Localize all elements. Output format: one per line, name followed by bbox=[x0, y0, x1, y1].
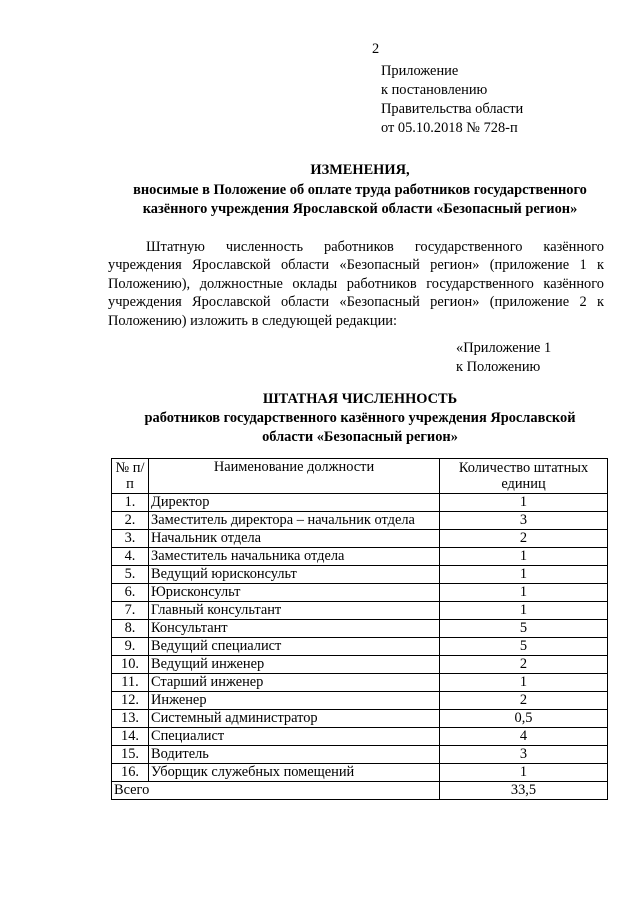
row-quantity: 5 bbox=[440, 638, 608, 656]
table-row bbox=[112, 674, 608, 692]
table-row bbox=[112, 566, 608, 584]
row-number: 9. bbox=[112, 638, 149, 656]
row-number: 5. bbox=[112, 566, 149, 584]
row-quantity: 3 bbox=[440, 512, 608, 530]
table-row bbox=[112, 746, 608, 764]
row-quantity: 0,5 bbox=[440, 710, 608, 728]
row-number: 11. bbox=[112, 674, 149, 692]
table-row bbox=[112, 494, 608, 512]
row-position: Директор bbox=[149, 494, 440, 512]
row-number: 7. bbox=[112, 602, 149, 620]
page-number: 2 bbox=[372, 41, 380, 57]
row-quantity: 2 bbox=[440, 692, 608, 710]
table-total-row bbox=[112, 782, 608, 800]
row-number: 15. bbox=[112, 746, 149, 764]
row-number: 16. bbox=[112, 764, 149, 782]
row-position: Заместитель директора – начальник отдела bbox=[149, 512, 440, 530]
appendix-note-line: к постановлению bbox=[381, 82, 488, 98]
row-number: 4. bbox=[112, 548, 149, 566]
row-position: Уборщик служебных помещений bbox=[149, 764, 440, 782]
table-subtitle bbox=[60, 409, 640, 447]
row-quantity: 2 bbox=[440, 656, 608, 674]
document-subtitle-line: казённого учреждения Ярославской области «Безопасный регион» bbox=[142, 201, 578, 217]
table-row bbox=[112, 512, 608, 530]
row-number: 10. bbox=[112, 656, 149, 674]
header-num: № п/п bbox=[112, 459, 149, 494]
intro-paragraph: Штатную численность работников государственного казённого учреждения Ярославской области «Безопасный регион» (приложение 1 к Положению), должностные оклады работников государственного казённого учреждения Ярославской области «Безопасный регион» (приложение 2 к Положению) изложить в следующей редакции: bbox=[108, 239, 604, 329]
staff-table bbox=[111, 458, 608, 800]
table-row bbox=[112, 728, 608, 746]
row-quantity: 4 bbox=[440, 728, 608, 746]
row-position: Ведущий инженер bbox=[149, 656, 440, 674]
appendix-note bbox=[381, 62, 523, 138]
row-position: Начальник отдела bbox=[149, 530, 440, 548]
table-row bbox=[112, 620, 608, 638]
row-position: Системный администратор bbox=[149, 710, 440, 728]
appendix-note-line: Приложение bbox=[381, 63, 459, 79]
table-body bbox=[112, 494, 608, 782]
table-title: ШТАТНАЯ ЧИСЛЕННОСТЬ bbox=[262, 391, 458, 407]
table-row bbox=[112, 710, 608, 728]
table-row bbox=[112, 584, 608, 602]
table-header-row bbox=[112, 459, 608, 494]
header-qty: Количество штатных единиц bbox=[440, 459, 608, 494]
row-number: 1. bbox=[112, 494, 149, 512]
document-title: ИЗМЕНЕНИЯ, bbox=[310, 162, 410, 178]
row-quantity: 1 bbox=[440, 674, 608, 692]
table-subtitle-line: работников государственного казённого учреждения Ярославской bbox=[144, 410, 576, 426]
row-quantity: 1 bbox=[440, 548, 608, 566]
row-number: 13. bbox=[112, 710, 149, 728]
row-position: Инженер bbox=[149, 692, 440, 710]
table-row bbox=[112, 602, 608, 620]
row-position: Водитель bbox=[149, 746, 440, 764]
appendix1-note-line: «Приложение 1 bbox=[456, 340, 552, 356]
row-quantity: 1 bbox=[440, 584, 608, 602]
total-label: Всего bbox=[112, 782, 440, 800]
row-position: Заместитель начальника отдела bbox=[149, 548, 440, 566]
appendix1-note bbox=[456, 339, 551, 377]
table-row bbox=[112, 656, 608, 674]
row-number: 12. bbox=[112, 692, 149, 710]
appendix-note-line: Правительства области bbox=[381, 101, 524, 117]
row-number: 6. bbox=[112, 584, 149, 602]
row-number: 8. bbox=[112, 620, 149, 638]
document-subtitle-line: вносимые в Положение об оплате труда работников государственного bbox=[133, 182, 587, 198]
row-quantity: 1 bbox=[440, 494, 608, 512]
row-quantity: 1 bbox=[440, 566, 608, 584]
row-position: Ведущий специалист bbox=[149, 638, 440, 656]
row-quantity: 5 bbox=[440, 620, 608, 638]
table-row bbox=[112, 548, 608, 566]
row-position: Юрисконсульт bbox=[149, 584, 440, 602]
document-subtitle bbox=[60, 181, 640, 219]
row-quantity: 2 bbox=[440, 530, 608, 548]
table-row bbox=[112, 638, 608, 656]
row-quantity: 1 bbox=[440, 764, 608, 782]
row-number: 3. bbox=[112, 530, 149, 548]
row-quantity: 1 bbox=[440, 602, 608, 620]
row-quantity: 3 bbox=[440, 746, 608, 764]
table-row bbox=[112, 530, 608, 548]
appendix1-note-line: к Положению bbox=[456, 359, 541, 375]
row-position: Специалист bbox=[149, 728, 440, 746]
total-qty: 33,5 bbox=[440, 782, 608, 800]
table-subtitle-line: области «Безопасный регион» bbox=[262, 429, 458, 445]
table-row bbox=[112, 692, 608, 710]
row-position: Консультант bbox=[149, 620, 440, 638]
table-row bbox=[112, 764, 608, 782]
row-position: Ведущий юрисконсульт bbox=[149, 566, 440, 584]
header-name: Наименование должности bbox=[149, 459, 440, 494]
row-position: Старший инженер bbox=[149, 674, 440, 692]
row-number: 2. bbox=[112, 512, 149, 530]
row-number: 14. bbox=[112, 728, 149, 746]
appendix-note-line: от 05.10.2018 № 728-п bbox=[381, 120, 518, 136]
row-position: Главный консультант bbox=[149, 602, 440, 620]
